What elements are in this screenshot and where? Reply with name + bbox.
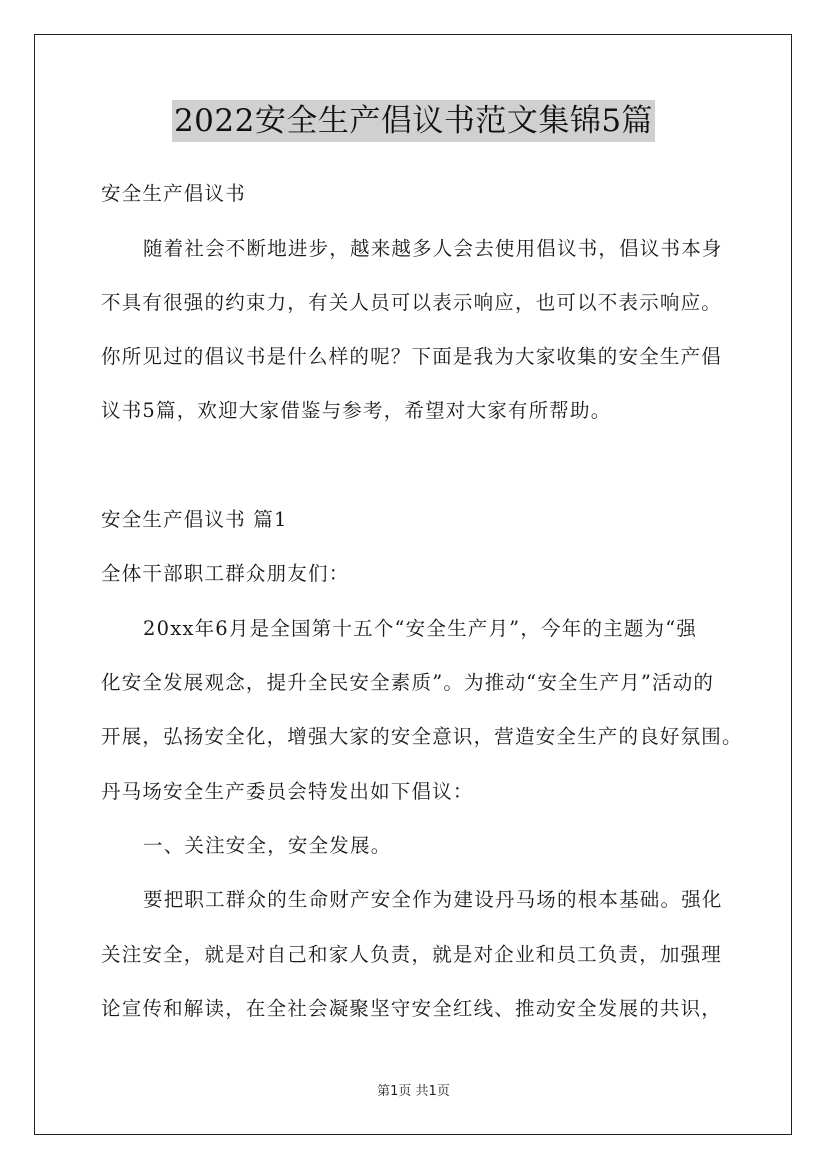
- paragraph-line: 你所见过的倡议书是什么样的呢？下面是我为大家收集的安全生产倡: [101, 345, 723, 368]
- paragraph-line: 关注安全，就是对自己和家人负责，就是对企业和员工负责，加强理: [101, 943, 723, 966]
- document-title: 2022安全生产倡议书范文集锦5篇: [172, 100, 655, 142]
- paragraph-line: 议书5篇，欢迎大家借鉴与参考，希望对大家有所帮助。: [101, 399, 612, 422]
- paragraph-line: 开展，弘扬安全化，增强大家的安全意识，营造安全生产的良好氛围。: [101, 725, 743, 748]
- subsection-heading: 一、关注安全，安全发展。: [143, 834, 392, 857]
- section-heading: 安全生产倡议书 篇1: [101, 508, 288, 531]
- paragraph-line: 化安全发展观念，提升全民安全素质”。为推动“安全生产月”活动的: [101, 671, 715, 694]
- salutation: 全体干部职工群众朋友们：: [101, 562, 350, 585]
- page-number: 第1页 共1页: [377, 1084, 450, 1099]
- paragraph-line: 随着社会不断地进步，越来越多人会去使用倡议书，倡议书本身: [143, 237, 723, 260]
- paragraph-line: 20xx年6月是全国第十五个“安全生产月”，今年的主题为“强: [143, 617, 698, 640]
- paragraph-line: 丹马场安全生产委员会特发出如下倡议：: [101, 780, 474, 803]
- paragraph-line: 论宣传和解读，在全社会凝聚坚守安全红线、推动安全发展的共识，: [101, 997, 723, 1020]
- title-container: [0, 100, 827, 142]
- section-heading: 安全生产倡议书: [101, 182, 246, 205]
- paragraph-line: 不具有很强的约束力，有关人员可以表示响应，也可以不表示响应。: [101, 291, 723, 314]
- paragraph-line: 要把职工群众的生命财产安全作为建设丹马场的根本基础。强化: [143, 888, 723, 911]
